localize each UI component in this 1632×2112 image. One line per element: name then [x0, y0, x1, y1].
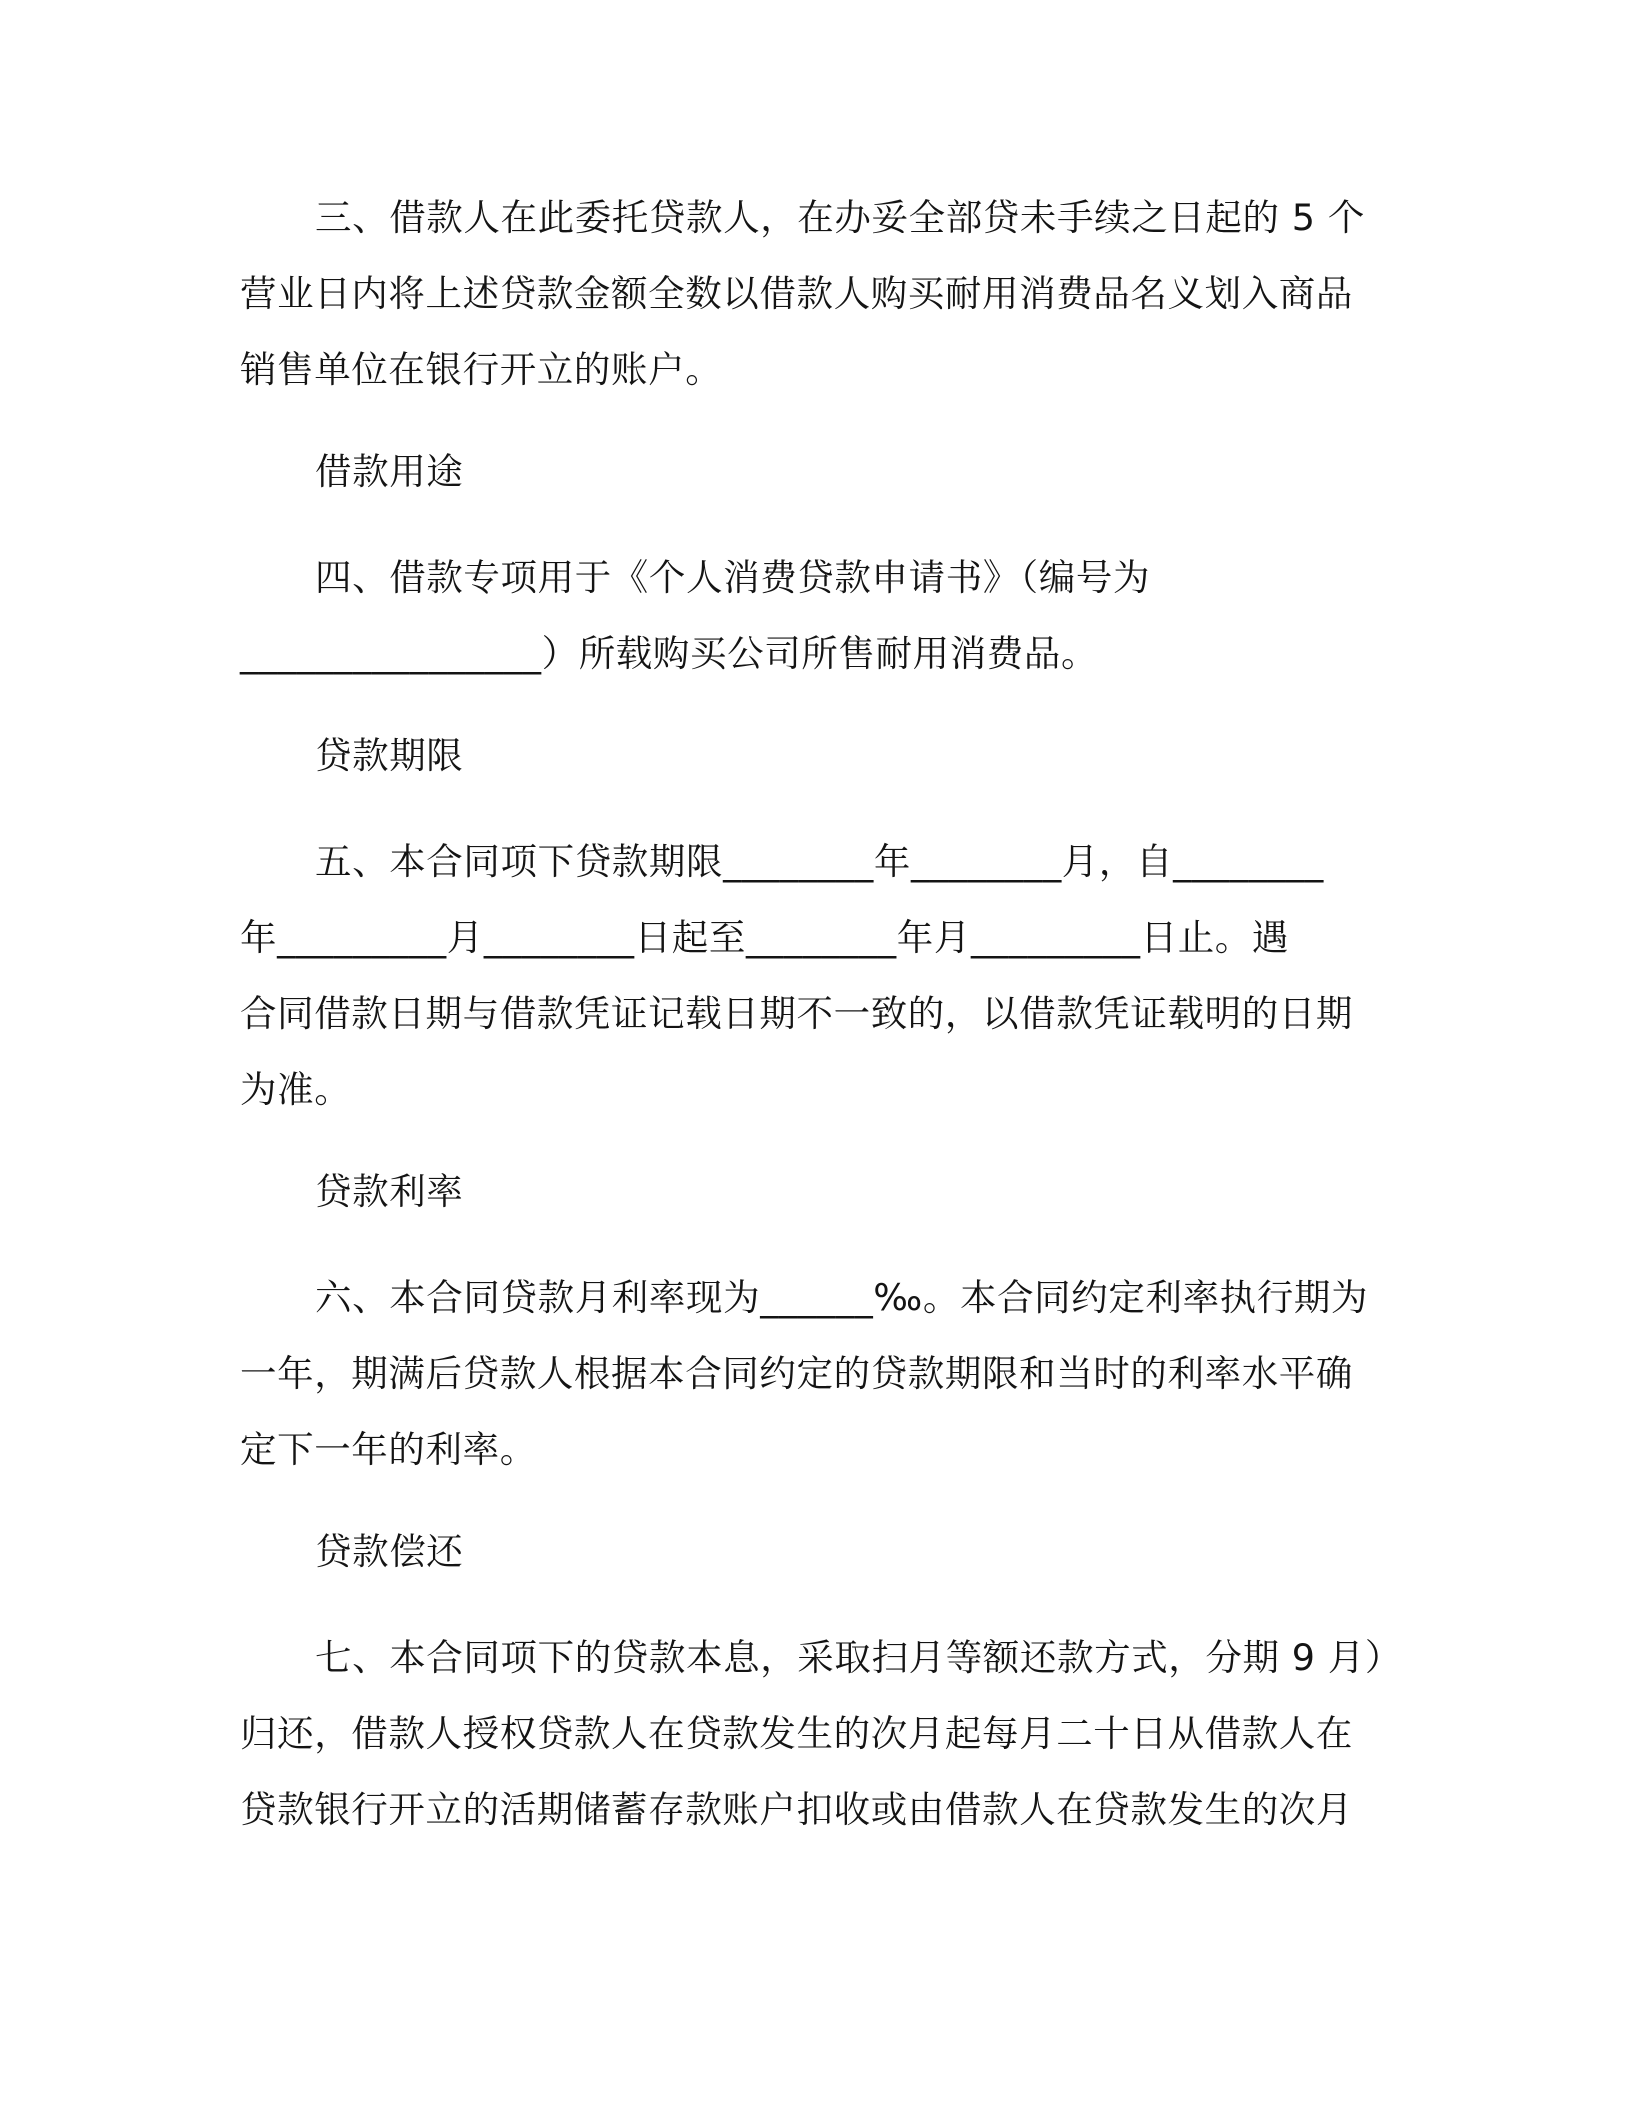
clause-3-line-1: 三、借款人在此委托贷款人，在办妥全部贷未手续之日起的 5 个 [315, 196, 1365, 239]
clause-3-line-3: 销售单位在银行开立的账户。 [240, 348, 723, 391]
section-heading-repayment: 贷款偿还 [315, 1530, 464, 1573]
clause-5-line-4: 为准。 [240, 1068, 352, 1111]
clause-7-line-3: 贷款银行开立的活期储蓄存款账户扣收或由借款人在贷款发生的次月 [240, 1788, 1353, 1831]
clause-5-line-2: 年_________月________日起至________年月_________日止。遇 [240, 916, 1289, 959]
clause-6-line-2: 一年，期满后贷款人根据本合同约定的贷款期限和当时的利率水平确 [240, 1352, 1353, 1395]
clause-5-line-3: 合同借款日期与借款凭证记载日期不一致的，以借款凭证载明的日期 [240, 992, 1353, 1035]
clause-5-line-1: 五、本合同项下贷款期限________年________月，自________ [315, 840, 1324, 883]
section-heading-loan-purpose: 借款用途 [315, 450, 464, 493]
clause-6-line-1: 六、本合同贷款月利率现为______‰。本合同约定利率执行期为 [315, 1276, 1369, 1319]
clause-3-line-2: 营业日内将上述贷款金额全数以借款人购买耐用消费品名义划入商品 [240, 272, 1353, 315]
clause-4-line-2: ________________）所载购买公司所售耐用消费品。 [240, 632, 1099, 675]
clause-7-line-1: 七、本合同项下的贷款本息，采取扫月等额还款方式，分期 9 月） [315, 1636, 1403, 1679]
clause-4-line-1: 四、借款专项用于《个人消费贷款申请书》（编号为 [315, 556, 1151, 599]
section-heading-loan-term: 贷款期限 [315, 734, 464, 777]
section-heading-interest-rate: 贷款利率 [315, 1170, 464, 1213]
clause-6-line-3: 定下一年的利率。 [240, 1428, 537, 1471]
clause-7-line-2: 归还，借款人授权贷款人在贷款发生的次月起每月二十日从借款人在 [240, 1712, 1353, 1755]
